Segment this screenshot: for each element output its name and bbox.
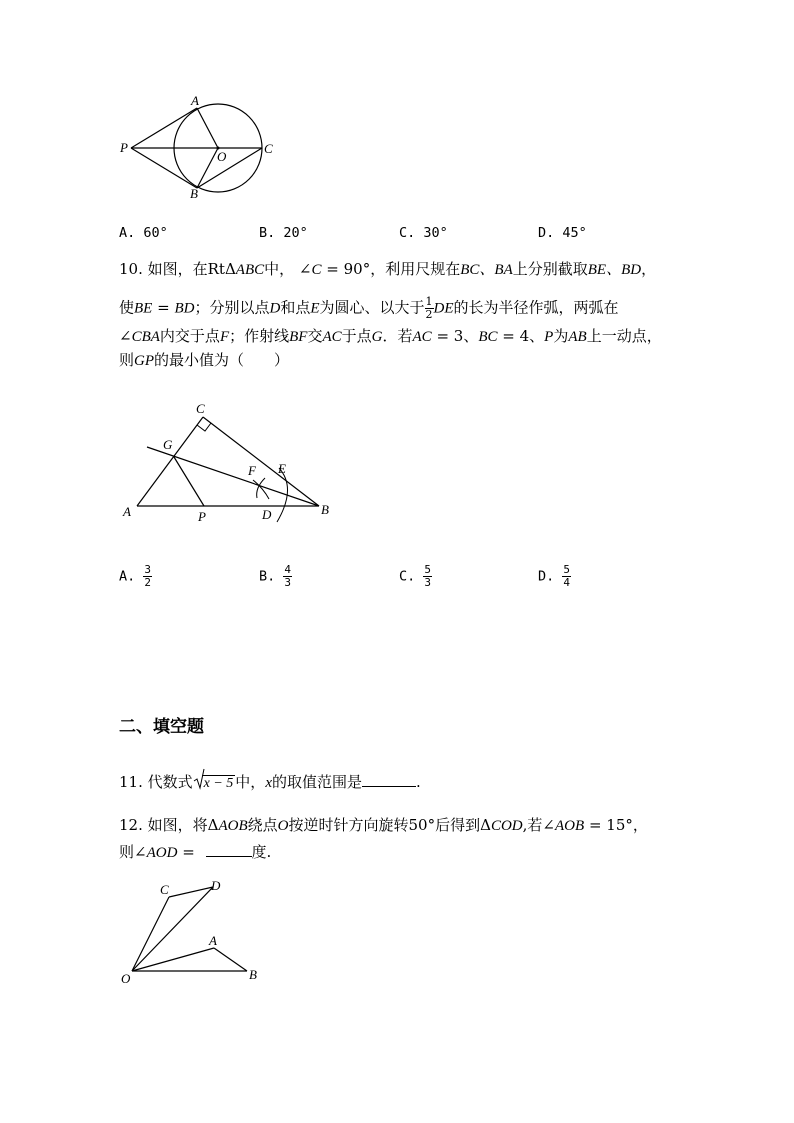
text: G [371,329,383,345]
q9-option-a[interactable]: A. 60° [119,225,168,241]
option-fraction [562,564,571,589]
text: = 4、 [497,327,545,345]
text: BF [289,329,308,345]
text: ， [632,816,648,834]
text: ∠ [134,843,147,861]
text: = [177,843,200,861]
text: ， [641,260,657,278]
option-fraction [143,564,152,589]
label-o: O [217,149,227,164]
segment-pb [131,148,197,188]
text: AOD [146,845,178,861]
q9-option-d[interactable]: D. 45° [538,225,587,241]
segment-ao [197,108,218,148]
label-p: P [120,140,128,155]
label-a: A [209,933,217,948]
q10-line3 [119,325,662,348]
q12-line1 [119,814,648,837]
text: 使 [119,298,135,317]
answer-blank[interactable] [206,840,252,857]
text: AB [568,329,587,345]
label-b: B [190,186,198,201]
text: 于点 [341,327,372,345]
text: 内交于点 [159,327,220,345]
label-d: D [262,507,272,522]
section-title: 二、填空题 [119,717,204,737]
text: 中， [235,773,266,791]
label-f: F [248,463,256,478]
denominator: 4 [563,576,571,589]
q10-option-a[interactable] [119,564,152,589]
numerator: 4 [284,563,292,576]
segment-oa [132,948,214,971]
text: Rt [207,260,225,278]
segment-bc [197,148,262,188]
label-c: C [196,401,205,416]
ray-bf [147,447,319,506]
label-b: B [249,967,257,982]
text: 后得到 [435,816,481,834]
text: ．若 [382,327,413,345]
text: GP [134,353,155,369]
text: 上分别截取 [512,260,588,278]
text: BE [134,300,153,317]
text: 度. [251,843,272,861]
segment-pa [131,108,197,148]
segment-od [132,887,213,971]
label-p: P [198,509,206,524]
text: ABC [235,262,265,278]
q12-figure [115,874,275,986]
option-letter: D. [538,568,555,585]
text: ∠ [542,816,555,834]
label-e: E [278,461,286,476]
segment-ab [214,948,247,971]
label-a: A [123,504,131,519]
sqrt-expression [193,771,236,795]
text: 为 [553,327,569,345]
text: 10. 如图，在 [119,260,208,278]
label-o: O [121,971,131,986]
q9-option-b[interactable]: B. 20° [259,225,308,241]
text: AC [322,329,342,345]
label-d: D [211,878,221,893]
fraction-half [425,296,434,321]
text: AOB [555,818,585,834]
text: 的取值范围是 [271,773,362,791]
q10-line2 [119,296,619,321]
text: 按逆时针方向旋转 [288,816,409,834]
text: 则 [119,351,135,369]
text: Δ [480,816,491,834]
text: ∠ [298,260,312,278]
text: BE、BD [587,262,642,278]
sqrt-sign [193,768,205,790]
text: 12. 如图，将 [119,816,208,834]
option-letter: A. [119,568,136,585]
segment-ac [137,417,203,506]
q9-option-c[interactable]: C. 30° [399,225,448,241]
text: BC [478,329,498,345]
option-fraction [283,564,292,589]
text: 则 [119,843,135,861]
numerator: 5 [563,563,571,576]
text: AOB [218,818,248,834]
text: 50° [408,816,436,834]
text: ，利用尺规在 [370,260,461,278]
text: ；分别以点 [194,298,270,317]
text: = 90° [321,260,371,278]
q9-figure [115,92,285,207]
text: P [544,329,554,345]
text: D [269,300,281,317]
text: . [416,773,421,791]
text: = [152,298,175,317]
denominator: 2 [425,308,433,321]
text: 绕点 [247,816,278,834]
label-a: A [191,93,199,108]
q12-line2 [119,840,271,864]
text: 的长为半径作弧，两弧在 [453,298,619,317]
numerator: 1 [425,295,433,308]
q10-figure [115,396,345,528]
text: 为圆心、以大于 [319,298,425,317]
text: COD [490,818,523,834]
text: Δ [224,260,236,278]
text: 的最小值为（ ） [154,351,290,369]
option-letter: B. [259,568,276,585]
text: Δ [207,816,219,834]
segment-cd [169,887,213,897]
segment-oc [132,897,169,971]
label-c: C [264,141,273,156]
text: AC [412,329,432,345]
text: 11. 代数式 [119,773,193,791]
text: ,若 [522,816,543,834]
q10-line1 [119,258,656,281]
text: BC、BA [460,262,513,278]
denominator: 3 [424,576,432,589]
text: 交 [307,327,323,345]
q10-option-d[interactable] [538,564,571,589]
denominator: 3 [284,576,292,589]
q10-option-c[interactable] [399,564,432,589]
answer-blank[interactable] [362,770,416,787]
text: DE [433,300,454,317]
text: x [265,775,272,791]
text: ∠ [119,327,132,345]
numerator: 5 [424,563,432,576]
numerator: 3 [144,563,152,576]
q10-line4 [119,349,289,372]
text: F [219,329,230,345]
text: O [277,818,289,834]
q10-option-b[interactable] [259,564,292,589]
label-c: C [160,882,169,897]
text: C [311,262,322,278]
q11-line [119,770,421,795]
segment-cb [203,417,319,506]
label-b: B [321,502,329,517]
text: BD [174,300,195,317]
right-angle-mark [197,423,211,431]
denominator: 2 [144,576,152,589]
radicand: x − 5 [203,776,234,791]
label-g: G [163,437,173,452]
text: 和点 [280,298,311,317]
text: CBA [131,329,160,345]
segment-gp [174,457,204,506]
text: 上一动点， [586,327,662,345]
text: ；作射线 [229,327,290,345]
text: E [310,300,320,317]
option-letter: C. [399,568,416,585]
text: = 15° [584,816,633,834]
option-fraction [423,564,432,589]
text: = 3、 [431,327,479,345]
text: 中， [264,260,299,278]
